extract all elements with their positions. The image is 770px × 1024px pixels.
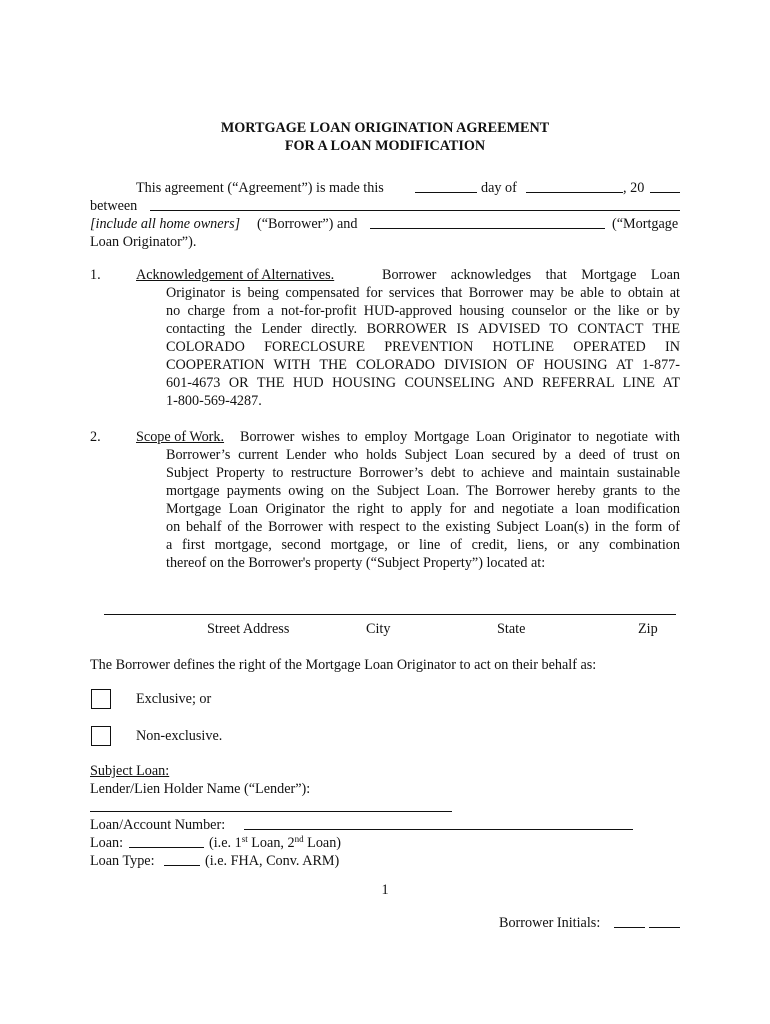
section-2-line: Borrower wishes to employ Mortgage Loan Originator to negotiate with (240, 429, 680, 445)
section-2-line: a first mortgage, second mortgage, or line of credit, liens, or any combination (166, 537, 680, 553)
intro-between: between (90, 198, 138, 214)
loan-type-label: Loan Type: (90, 853, 155, 869)
intro-mortgage: (“Mortgage (612, 216, 679, 232)
intro-borrower-and: (“Borrower”) and (257, 216, 358, 232)
page-number: 1 (381, 882, 389, 898)
section-2-line: mortgage payments owing on the Subject Loan. The Borrower hereby grants to the (166, 483, 680, 499)
street-address-label: Street Address (207, 621, 290, 637)
loan-type-hint: (i.e. FHA, Conv. ARM) (205, 853, 340, 869)
loan-hint: (i.e. 1st Loan, 2nd Loan) (209, 834, 342, 851)
section-1-line: Originator is being compensated for services that Borrower may be able to obtain at (166, 285, 680, 301)
borrower-initials-label: Borrower Initials: (499, 915, 601, 931)
loan-position-blank[interactable] (129, 847, 204, 848)
section-1-line: COOPERATION WITH THE COLORADO DIVISION OF HOUSING AT 1-877- (166, 357, 680, 373)
borrower-names-blank[interactable] (150, 210, 680, 211)
borrower-initials-blank-2[interactable] (649, 927, 680, 928)
non-exclusive-checkbox[interactable] (91, 726, 111, 746)
intro-text-2: day of (481, 180, 517, 196)
intro-text-1: This agreement (“Agreement”) is made this (136, 180, 384, 196)
address-blank[interactable] (104, 614, 676, 615)
section-1-line: contacting the Lender directly. BORROWER IS ADVISED TO CONTACT THE (166, 321, 680, 337)
section-1-number: 1. (90, 267, 101, 283)
section-2-line: Subject Property to restructure Borrower’s debt to achieve and maintain sustainable (166, 465, 680, 481)
section-2-line: thereof on the Borrower's property (“Subject Property”) located at: (166, 555, 546, 571)
section-2-line: Mortgage Loan Originator the right to apply for and negotiate a loan modification (166, 501, 680, 517)
section-2-line: Borrower’s current Lender who holds Subject Loan secured by a deed of trust on (166, 447, 680, 463)
month-blank[interactable] (526, 192, 623, 193)
rights-text: The Borrower defines the right of the Mortgage Loan Originator to act on their behalf as: (90, 657, 597, 673)
city-label: City (366, 621, 391, 637)
originator-name-blank[interactable] (370, 228, 605, 229)
year-blank[interactable] (650, 192, 680, 193)
loan-type-blank[interactable] (164, 865, 200, 866)
lender-name-blank[interactable] (90, 811, 452, 812)
subject-loan-heading: Subject Loan: (90, 763, 170, 779)
title-line-2: FOR A LOAN MODIFICATION (284, 138, 486, 154)
borrower-initials-blank-1[interactable] (614, 927, 645, 928)
account-number-blank[interactable] (244, 829, 633, 830)
section-2-line: on behalf of the Borrower with respect to the existing Subject Loan(s) in the form of (166, 519, 680, 535)
intro-include-note: [include all home owners] (90, 216, 241, 232)
section-1-line: 601-4673 OR THE HUD HOUSING COUNSELING AND REFERRAL LINE AT (166, 375, 680, 391)
section-1-line: 1-800-569-4287. (166, 393, 262, 409)
zip-label: Zip (638, 621, 658, 637)
section-2-heading: Scope of Work. (136, 429, 225, 445)
section-1-line: Borrower acknowledges that Mortgage Loan (382, 267, 680, 283)
state-label: State (497, 621, 526, 637)
intro-loan-originator: Loan Originator”). (90, 234, 197, 250)
title-line-1: MORTGAGE LOAN ORIGINATION AGREEMENT (220, 120, 550, 136)
day-blank[interactable] (415, 192, 477, 193)
lender-label: Lender/Lien Holder Name (“Lender”): (90, 781, 311, 797)
account-number-label: Loan/Account Number: (90, 817, 226, 833)
section-1-heading: Acknowledgement of Alternatives. (136, 267, 335, 283)
section-1-line: COLORADO FORECLOSURE PREVENTION HOTLINE OPERATED IN (166, 339, 680, 355)
section-1-line: no charge from a not-for-profit HUD-approved housing counselor or the like or by (166, 303, 680, 319)
exclusive-label: Exclusive; or (136, 691, 212, 707)
intro-year-prefix: , 20 (623, 180, 645, 196)
loan-label: Loan: (90, 835, 124, 851)
non-exclusive-label: Non-exclusive. (136, 728, 223, 744)
section-2-number: 2. (90, 429, 101, 445)
exclusive-checkbox[interactable] (91, 689, 111, 709)
